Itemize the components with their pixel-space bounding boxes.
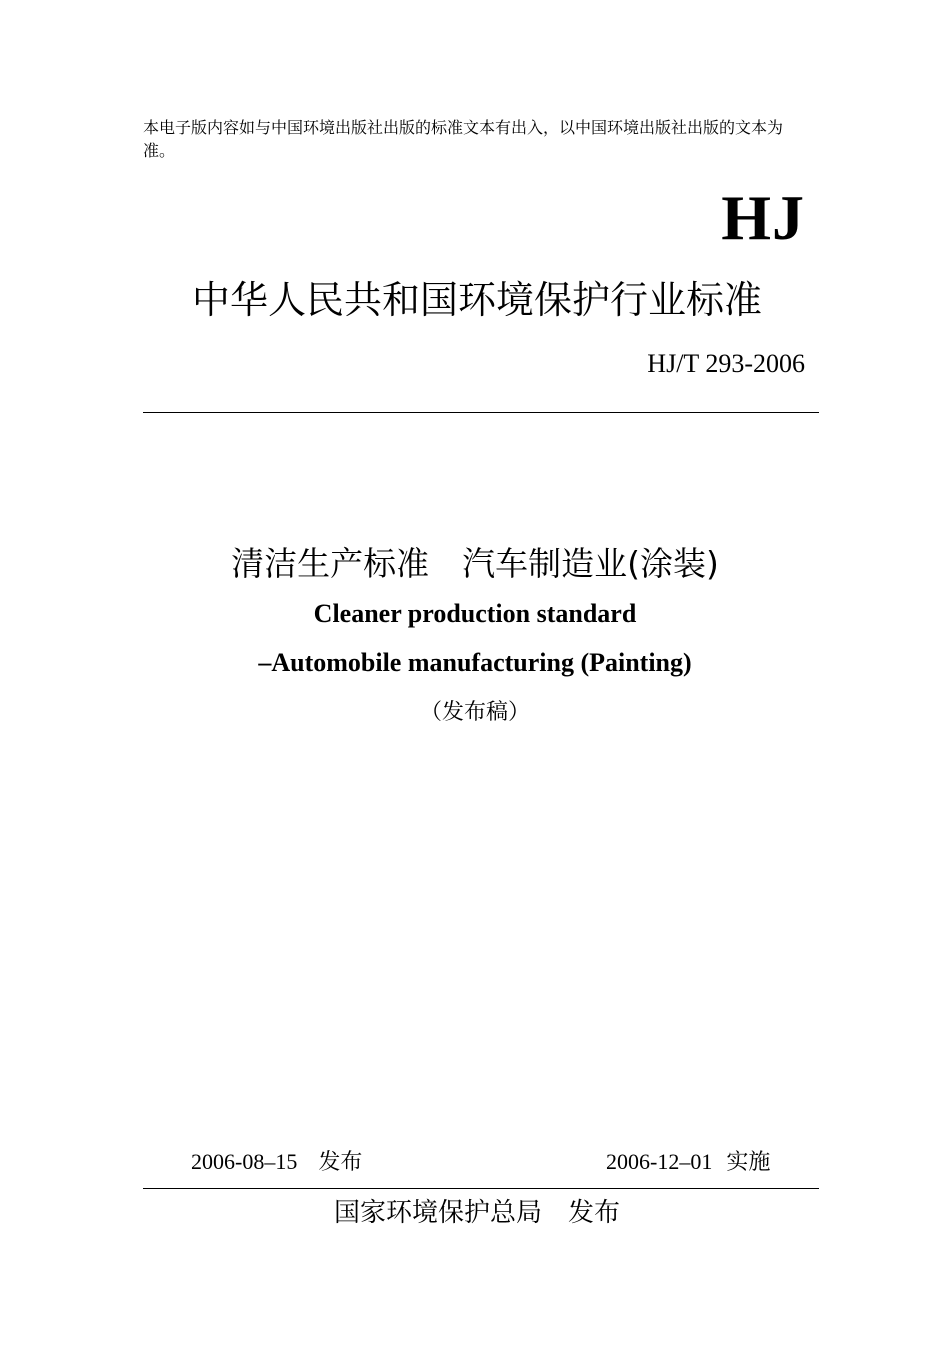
implementation-date: 2006-12–01 <box>606 1149 713 1174</box>
document-title-cn: 清洁生产标准 汽车制造业(涂装) <box>231 544 719 583</box>
standard-number: HJ/T 293-2006 <box>647 349 805 378</box>
implementation-label: 实施 <box>726 1150 771 1175</box>
standard-code: HJ <box>721 182 805 253</box>
issue-date: 2006-08–15 <box>191 1149 298 1174</box>
bottom-divider <box>143 1188 819 1189</box>
issue-date-line <box>191 1147 362 1178</box>
draft-note: （发布稿） <box>419 700 530 725</box>
document-title-en-line1: Cleaner production standard <box>313 599 637 628</box>
document-title-en-line2: –Automobile manufacturing (Painting) <box>258 648 692 677</box>
top-divider <box>143 412 819 413</box>
issue-label: 发布 <box>318 1150 363 1175</box>
implementation-date-line <box>606 1147 770 1178</box>
publisher-notice: 本电子版内容如与中国环境出版社出版的标准文本有出入，以中国环境出版社出版的文本为准。 <box>143 118 784 160</box>
standard-category-title: 中华人民共和国环境保护行业标准 <box>191 278 762 322</box>
issuing-authority: 国家环境保护总局 发布 <box>333 1198 620 1228</box>
